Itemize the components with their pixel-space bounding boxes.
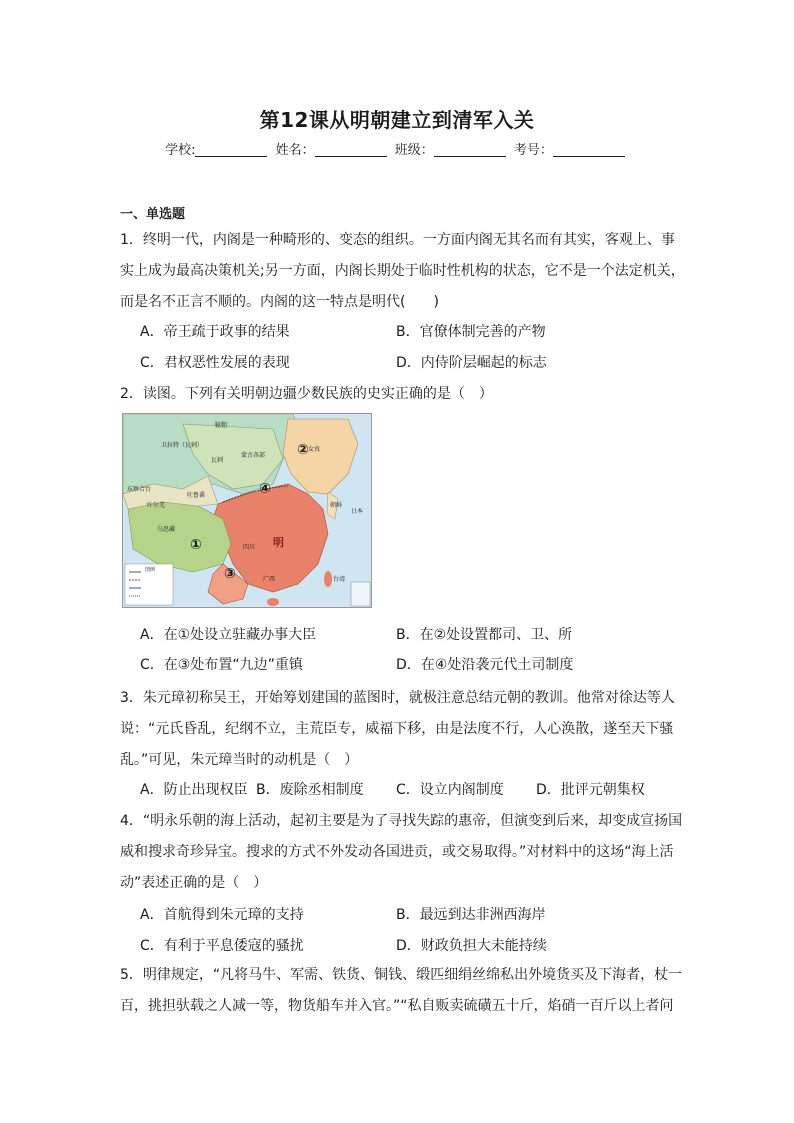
question-2-text: 2．读图。下列有关明朝边疆少数民族的史实正确的是（ ） xyxy=(120,386,493,402)
option-d[interactable]: D．批评元朝集权 xyxy=(536,782,645,798)
name-label: 姓名： xyxy=(275,143,315,158)
map-label-jurchen: 女真 xyxy=(308,446,321,453)
map-label-wusizang: 乌思藏 xyxy=(157,526,176,533)
question-4-line: 动”表述正确的是（ ） xyxy=(120,875,268,891)
question-1-line: 1．终明一代，内阁是一种畸形的、变态的组织。一方面内阁无其名而有其实，客观上、事 xyxy=(120,232,675,248)
exam-number-blank[interactable] xyxy=(553,142,625,157)
question-2 xyxy=(120,379,685,410)
page-title: 第12课从明朝建立到清军入关 xyxy=(259,108,535,132)
option-a[interactable]: A．帝王疏于政事的结果 xyxy=(140,324,290,340)
option-c[interactable]: C．设立内阁制度 xyxy=(396,782,504,798)
option-a[interactable]: A．首航得到朱元璋的支持 xyxy=(140,907,304,923)
question-1 xyxy=(120,225,685,318)
map-label-yarkand: 叶尔羌 xyxy=(147,502,166,509)
map-label-oirat: 瓦剌 xyxy=(211,457,224,464)
map-label-east-chagatai: 东察合台 xyxy=(127,486,152,493)
question-1-line: 实上成为最高决策机关;另一方面，内阁长期处于临时性机构的状态，它不是一个法定机关， xyxy=(120,263,685,279)
ming-border-map xyxy=(122,413,372,608)
map-label-tatar: 鞑靼 xyxy=(215,422,228,429)
map-label-taiwan: 台湾 xyxy=(333,576,346,583)
map-label-japan: 日本 xyxy=(351,508,364,515)
question-5 xyxy=(120,960,685,1022)
exam-number-label: 考号： xyxy=(513,143,553,158)
map-marker-4: ④ xyxy=(259,481,271,497)
option-b[interactable]: B．废除丞相制度 xyxy=(256,782,364,798)
question-5-line: 百，挑担驮载之人减一等，物货船车并入官。”“私自贩卖硫磺五十斤，焰硝一百斤以上者问 xyxy=(120,998,674,1014)
question-5-line: 5．明律规定，“凡将马牛、军需、铁货、铜钱、缎匹细绢丝绵私出外境货买及下海者，杖一 xyxy=(120,967,683,983)
option-b[interactable]: B．在②处设置都司、卫、所 xyxy=(396,627,573,643)
option-c[interactable]: C．有利于平息倭寇的骚扰 xyxy=(140,938,304,954)
option-a[interactable]: A．防止出现权臣 xyxy=(140,782,248,798)
class-label: 班级： xyxy=(394,143,434,158)
question-4 xyxy=(120,806,685,899)
name-blank[interactable] xyxy=(315,142,387,157)
map-label-korea: 朝鲜 xyxy=(330,502,343,509)
option-b[interactable]: B．最远到达非洲西海岸 xyxy=(396,907,546,923)
option-c[interactable]: C．在③处布置“九边”重镇 xyxy=(140,657,303,673)
option-b[interactable]: B．官僚体制完善的产物 xyxy=(396,324,546,340)
map-label-mongol-tribes: 蒙古各部 xyxy=(241,452,266,459)
map-marker-3: ③ xyxy=(224,566,236,582)
map-label-sichuan: 四川 xyxy=(243,544,256,551)
map-marker-1: ① xyxy=(190,537,202,553)
map-label-wala: 卫拉特（瓦剌） xyxy=(161,442,204,449)
map-label-ming: 明 xyxy=(273,536,284,549)
map-label-guangxi: 广西 xyxy=(263,576,276,583)
question-4-line: 威和搜求奇珍异宝。搜求的方式不外发动各国进贡，或交易取得。”对材料中的这场“海上活 xyxy=(120,844,674,860)
class-blank[interactable] xyxy=(434,142,506,157)
question-1-line: 而是名不正言不顺的。内阁的这一特点是明代( ) xyxy=(120,294,439,310)
question-3-line: 说：“元氏昏乱，纪纲不立，主荒臣专，威福下移，由是法度不行，人心涣散，遂至天下骚 xyxy=(120,721,674,737)
school-blank[interactable] xyxy=(195,142,267,157)
question-3-line: 乱。”可见，朱元璋当时的动机是（ ） xyxy=(120,752,359,768)
option-c[interactable]: C．君权恶性发展的表现 xyxy=(140,355,290,371)
school-label: 学校: xyxy=(165,143,196,158)
section-heading: 一、单选题 xyxy=(120,207,186,222)
question-3 xyxy=(120,683,685,776)
map-marker-2: ② xyxy=(297,442,309,458)
option-d[interactable]: D．内侍阶层崛起的标志 xyxy=(396,355,547,371)
student-info-line xyxy=(0,139,794,158)
question-4-line: 4．“明永乐朝的海上活动，起初主要是为了寻找失踪的惠帝，但演变到后来，却变成宣扬国 xyxy=(120,813,683,829)
option-a[interactable]: A．在①处设立驻藏办事大臣 xyxy=(140,627,317,643)
option-d[interactable]: D．财政负担大未能持续 xyxy=(396,938,547,954)
map-legend-title: 图例 xyxy=(145,567,156,573)
map-label-turpan: 吐鲁番 xyxy=(187,492,206,499)
option-d[interactable]: D．在④处沿袭元代土司制度 xyxy=(396,657,574,673)
question-3-line: 3．朱元璋初称吴王，开始筹划建国的蓝图时，就极注意总结元朝的教训。他常对徐达等人 xyxy=(120,690,675,706)
